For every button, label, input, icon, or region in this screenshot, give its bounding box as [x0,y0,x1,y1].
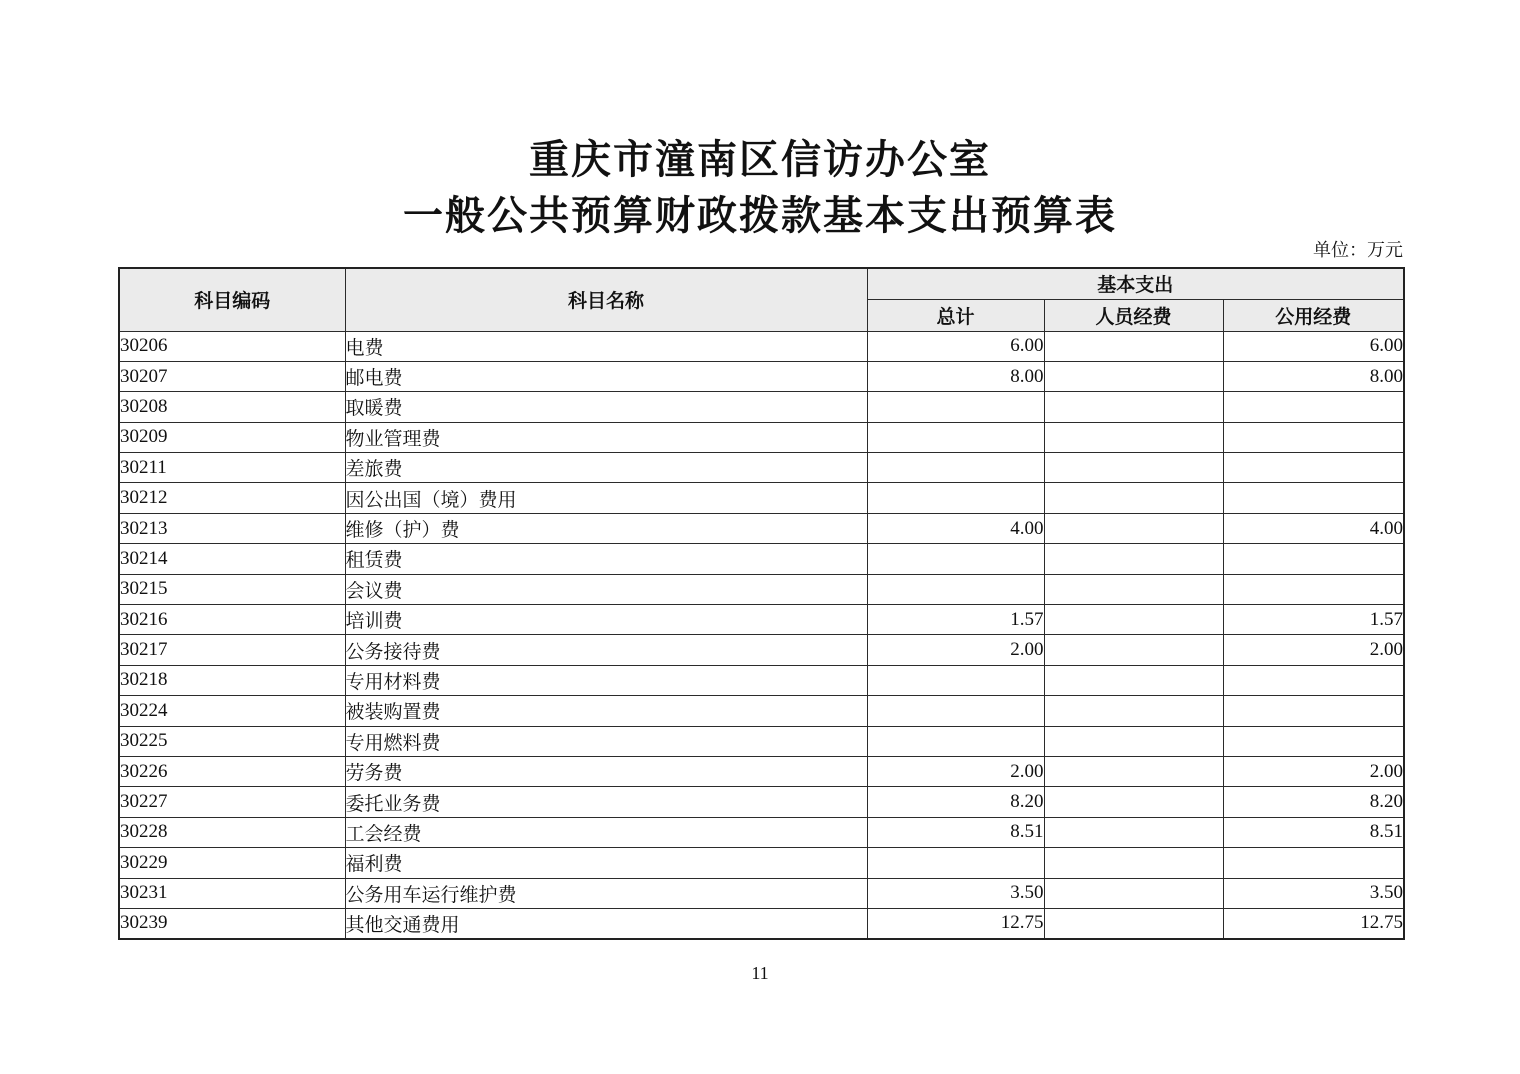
table-row [119,908,1404,938]
cell-personnel-funds [1044,908,1223,938]
table-row [119,331,1404,361]
cell-subject-name: 其他交通费用 [345,908,867,938]
table-row [119,696,1404,726]
budget-table-header [119,268,1404,331]
cell-subject-name: 租赁费 [345,544,867,574]
cell-personnel-funds [1044,878,1223,908]
column-header-subject-name: 科目名称 [345,268,867,331]
table-row [119,665,1404,695]
cell-subject-name: 培训费 [345,605,867,635]
cell-public-funds [1223,392,1404,422]
cell-total: 12.75 [867,908,1044,938]
cell-total [867,422,1044,452]
cell-public-funds [1223,848,1404,878]
cell-total [867,696,1044,726]
cell-personnel-funds [1044,544,1223,574]
page-number: 11 [751,963,769,983]
cell-total [867,665,1044,695]
cell-subject-code: 30228 [119,817,345,847]
cell-public-funds: 1.57 [1223,605,1404,635]
table-row [119,392,1404,422]
cell-public-funds [1223,544,1404,574]
table-row [119,635,1404,665]
cell-personnel-funds [1044,848,1223,878]
cell-personnel-funds [1044,574,1223,604]
cell-total: 8.00 [867,361,1044,391]
cell-public-funds [1223,665,1404,695]
cell-subject-code: 30208 [119,392,345,422]
cell-total: 6.00 [867,331,1044,361]
cell-personnel-funds [1044,756,1223,786]
table-row [119,817,1404,847]
cell-public-funds: 12.75 [1223,908,1404,938]
cell-public-funds: 2.00 [1223,756,1404,786]
table-row [119,453,1404,483]
cell-subject-name: 维修（护）费 [345,513,867,543]
cell-subject-name: 取暖费 [345,392,867,422]
table-row [119,422,1404,452]
budget-table-body [119,331,1404,939]
column-group-header-basic-expenditure: 基本支出 [867,268,1404,299]
cell-total [867,726,1044,756]
cell-subject-code: 30225 [119,726,345,756]
cell-public-funds: 6.00 [1223,331,1404,361]
table-row [119,878,1404,908]
cell-subject-name: 邮电费 [345,361,867,391]
cell-subject-name: 公务用车运行维护费 [345,878,867,908]
cell-total: 2.00 [867,756,1044,786]
cell-subject-name: 福利费 [345,848,867,878]
cell-total: 8.20 [867,787,1044,817]
document-title-organization: 重庆市潼南区信访办公室 [529,137,991,182]
cell-subject-name: 差旅费 [345,453,867,483]
cell-subject-name: 公务接待费 [345,635,867,665]
table-row [119,605,1404,635]
cell-subject-code: 30216 [119,605,345,635]
cell-public-funds: 3.50 [1223,878,1404,908]
cell-total [867,574,1044,604]
cell-total [867,483,1044,513]
cell-public-funds [1223,483,1404,513]
cell-subject-name: 物业管理费 [345,422,867,452]
cell-total: 4.00 [867,513,1044,543]
cell-subject-name: 专用燃料费 [345,726,867,756]
table-row [119,726,1404,756]
cell-subject-name: 劳务费 [345,756,867,786]
cell-personnel-funds [1044,422,1223,452]
cell-subject-code: 30231 [119,878,345,908]
cell-subject-name: 会议费 [345,574,867,604]
cell-total [867,848,1044,878]
cell-subject-name: 被装购置费 [345,696,867,726]
cell-subject-name: 委托业务费 [345,787,867,817]
cell-personnel-funds [1044,331,1223,361]
cell-total [867,392,1044,422]
unit-note: 单位：万元 [1313,240,1403,260]
column-header-personnel-funds: 人员经费 [1044,299,1223,331]
cell-subject-name: 专用材料费 [345,665,867,695]
cell-total: 2.00 [867,635,1044,665]
cell-personnel-funds [1044,787,1223,817]
cell-subject-name: 电费 [345,331,867,361]
table-row [119,361,1404,391]
table-row [119,483,1404,513]
cell-personnel-funds [1044,392,1223,422]
table-row [119,848,1404,878]
cell-public-funds [1223,574,1404,604]
document-title-table-name: 一般公共预算财政拨款基本支出预算表 [403,193,1117,238]
cell-public-funds [1223,422,1404,452]
cell-subject-code: 30209 [119,422,345,452]
cell-total [867,544,1044,574]
cell-public-funds: 2.00 [1223,635,1404,665]
cell-subject-code: 30226 [119,756,345,786]
cell-personnel-funds [1044,726,1223,756]
cell-personnel-funds [1044,605,1223,635]
cell-personnel-funds [1044,665,1223,695]
cell-subject-code: 30214 [119,544,345,574]
cell-subject-code: 30206 [119,331,345,361]
cell-subject-code: 30229 [119,848,345,878]
cell-subject-code: 30207 [119,361,345,391]
column-header-subject-code: 科目编码 [119,268,345,331]
cell-subject-code: 30227 [119,787,345,817]
cell-subject-name: 因公出国（境）费用 [345,483,867,513]
cell-public-funds: 8.51 [1223,817,1404,847]
cell-public-funds [1223,453,1404,483]
cell-total [867,453,1044,483]
cell-public-funds: 8.20 [1223,787,1404,817]
cell-total: 8.51 [867,817,1044,847]
column-header-total: 总计 [867,299,1044,331]
cell-public-funds: 4.00 [1223,513,1404,543]
cell-subject-code: 30212 [119,483,345,513]
cell-personnel-funds [1044,513,1223,543]
cell-subject-code: 30211 [119,453,345,483]
cell-subject-code: 30215 [119,574,345,604]
table-row [119,544,1404,574]
table-row [119,513,1404,543]
cell-total: 3.50 [867,878,1044,908]
cell-subject-code: 30224 [119,696,345,726]
cell-personnel-funds [1044,483,1223,513]
table-row [119,787,1404,817]
cell-personnel-funds [1044,696,1223,726]
cell-total: 1.57 [867,605,1044,635]
cell-subject-code: 30218 [119,665,345,695]
cell-public-funds [1223,726,1404,756]
cell-subject-code: 30239 [119,908,345,938]
cell-subject-name: 工会经费 [345,817,867,847]
table-row [119,574,1404,604]
budget-table [118,267,1405,940]
cell-public-funds [1223,696,1404,726]
cell-personnel-funds [1044,453,1223,483]
cell-subject-code: 30213 [119,513,345,543]
cell-public-funds: 8.00 [1223,361,1404,391]
column-header-public-funds: 公用经费 [1223,299,1404,331]
cell-personnel-funds [1044,361,1223,391]
cell-personnel-funds [1044,817,1223,847]
cell-subject-code: 30217 [119,635,345,665]
cell-personnel-funds [1044,635,1223,665]
table-row [119,756,1404,786]
